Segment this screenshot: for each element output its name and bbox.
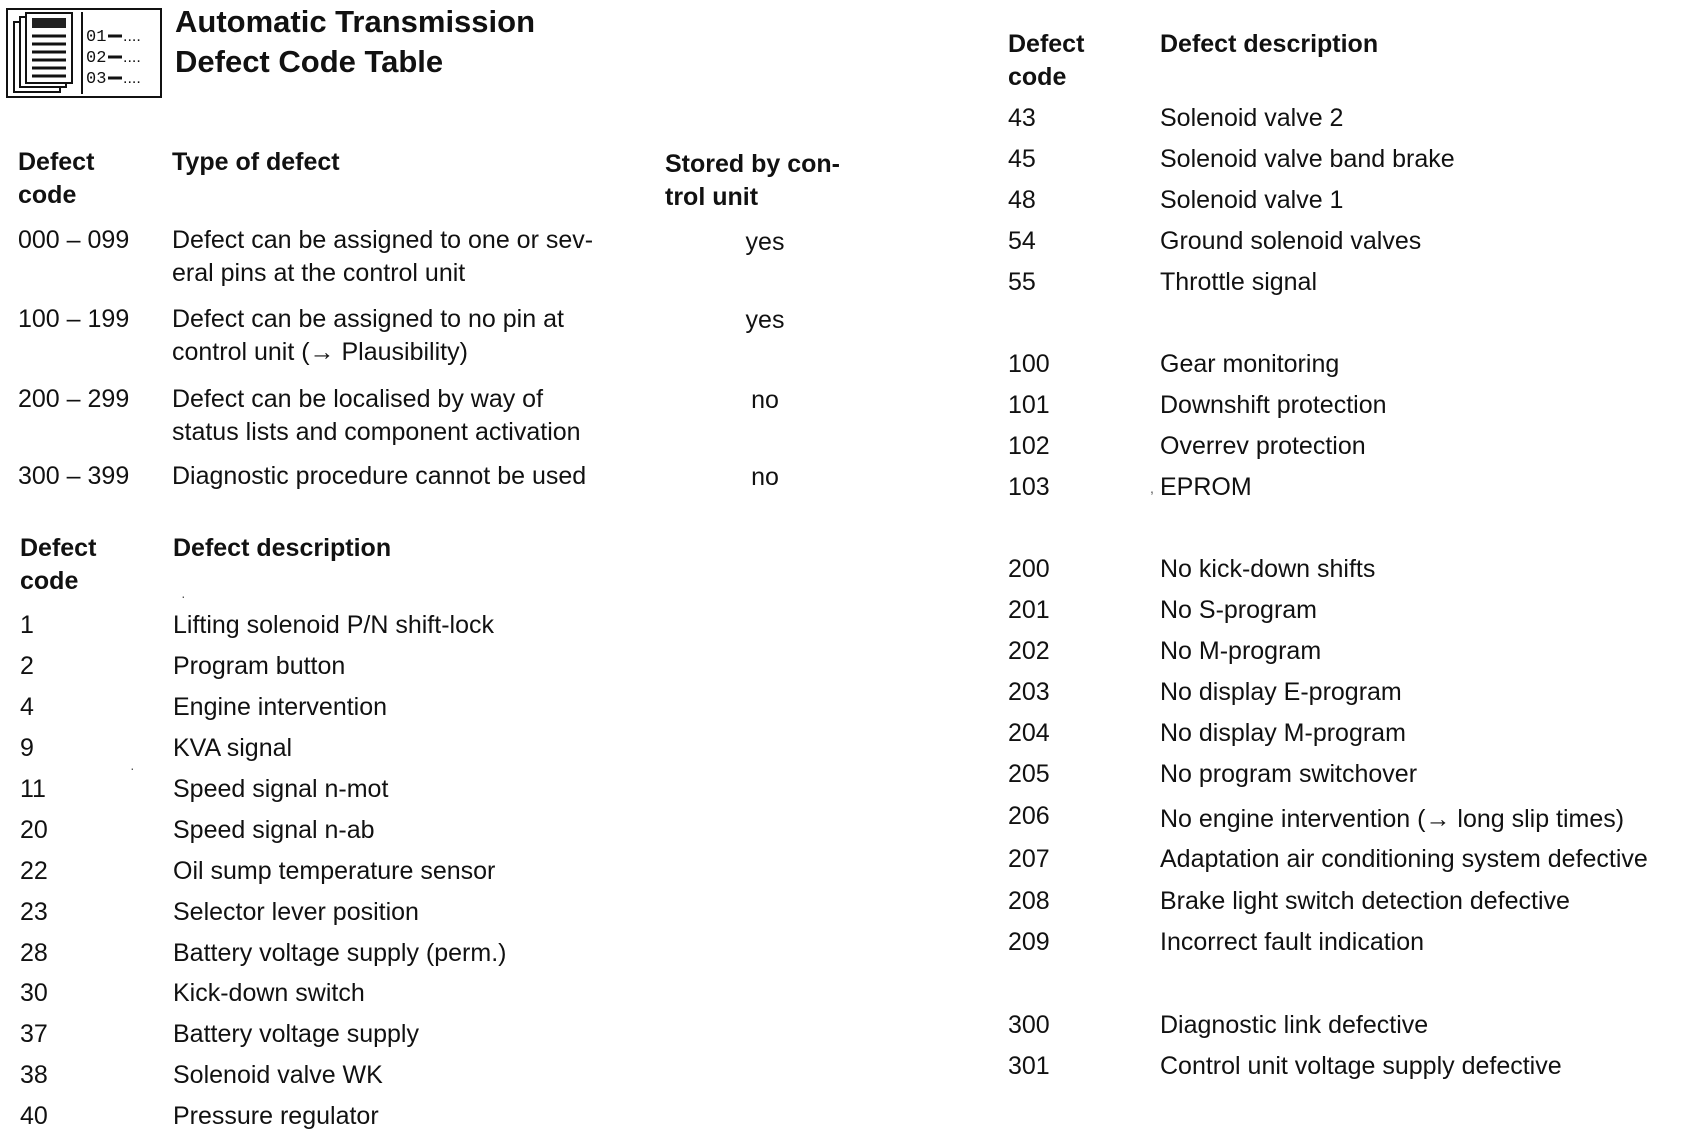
col-header-type: Type of defect bbox=[172, 148, 340, 176]
list-item-description: Control unit voltage supply defective bbox=[1160, 1052, 1562, 1080]
table-row-type: Defect can be assigned to no pin at control unit (→ Plausibility) bbox=[172, 305, 564, 366]
list-item-code: 101 bbox=[1008, 391, 1050, 419]
list-item-description: Ground solenoid valves bbox=[1160, 227, 1422, 255]
list-item-code: 45 bbox=[1008, 145, 1036, 173]
list-item-description: Incorrect fault indication bbox=[1160, 928, 1425, 956]
list-item-code: 4 bbox=[20, 693, 34, 721]
list-item-description: Oil sump temperature sensor bbox=[173, 857, 496, 885]
list-item-description: Downshift protection bbox=[1160, 391, 1387, 419]
table-row-type: Diagnostic procedure cannot be used bbox=[172, 462, 587, 490]
list-item-description: Diagnostic link defective bbox=[1160, 1011, 1429, 1039]
document-list-icon bbox=[6, 8, 162, 98]
col-header-description: Defect description bbox=[173, 534, 392, 562]
list-item-code: 205 bbox=[1008, 760, 1050, 788]
list-item-code: 23 bbox=[20, 898, 48, 926]
list-item-code: 102 bbox=[1008, 432, 1050, 460]
list-item-code: 38 bbox=[20, 1061, 48, 1089]
list-item-description: Selector lever position bbox=[173, 898, 419, 926]
table-row-code: 300 – 399 bbox=[18, 462, 130, 490]
list-item-code: 202 bbox=[1008, 637, 1050, 665]
list-item-description: Solenoid valve WK bbox=[173, 1061, 383, 1089]
list-item-code: 30 bbox=[20, 979, 48, 1007]
list-item-description: Battery voltage supply bbox=[173, 1020, 419, 1048]
table-row-stored: no bbox=[751, 386, 779, 414]
list-item-description: Kick-down switch bbox=[173, 979, 365, 1007]
col-header-code: Defect code bbox=[18, 148, 95, 209]
svg-text:....: .... bbox=[123, 49, 141, 66]
list-item-code: 201 bbox=[1008, 596, 1050, 624]
list-item-code: 207 bbox=[1008, 845, 1050, 873]
list-item-description: Engine intervention bbox=[173, 693, 388, 721]
svg-text:....: .... bbox=[123, 70, 141, 87]
list-item-code: 300 bbox=[1008, 1011, 1050, 1039]
list-item-description: Overrev protection bbox=[1160, 432, 1366, 460]
list-item-description: Speed signal n-mot bbox=[173, 775, 389, 803]
list-item-description: Speed signal n-ab bbox=[173, 816, 375, 844]
list-item-code: 20 bbox=[20, 816, 48, 844]
list-item-description: No engine intervention (→ long slip times) bbox=[1160, 805, 1625, 833]
col-header-description: Defect description bbox=[1160, 30, 1379, 58]
list-item-code: 301 bbox=[1008, 1052, 1050, 1080]
table-row-stored: yes bbox=[745, 228, 785, 256]
list-item-code: 100 bbox=[1008, 350, 1050, 378]
list-item-code: 55 bbox=[1008, 268, 1036, 296]
table-row-type: Defect can be assigned to one or sev- eral pins at the control unit bbox=[172, 226, 594, 287]
icon-code-2: 02 bbox=[86, 49, 107, 68]
icon-code-3: 03 bbox=[86, 70, 107, 89]
list-item-description: Brake light switch detection defective bbox=[1160, 887, 1570, 915]
list-item-description: No program switchover bbox=[1160, 760, 1418, 788]
list-item-code: 40 bbox=[20, 1102, 48, 1130]
list-item-description: Gear monitoring bbox=[1160, 350, 1340, 378]
list-item-code: 9 bbox=[20, 734, 34, 762]
col-header-stored: Stored by con- trol unit bbox=[665, 150, 841, 211]
list-item-code: 103 bbox=[1008, 473, 1050, 501]
col-header-code: Defect code bbox=[1008, 30, 1085, 91]
list-item-code: 209 bbox=[1008, 928, 1050, 956]
list-item-description: Solenoid valve 2 bbox=[1160, 104, 1344, 132]
table-row-stored: no bbox=[751, 463, 779, 491]
list-item-description: EPROM bbox=[1160, 473, 1252, 501]
icon-code-1: 01 bbox=[86, 28, 107, 47]
list-item-code: 2 bbox=[20, 652, 34, 680]
table-row-code: 200 – 299 bbox=[18, 385, 130, 413]
table-row-type: Defect can be localised by way of status lists and component activation bbox=[172, 385, 581, 446]
list-item-description: Solenoid valve band brake bbox=[1160, 145, 1455, 173]
page-title-line1: Automatic Transmission bbox=[175, 4, 536, 39]
list-item-code: 208 bbox=[1008, 887, 1050, 915]
list-item-description: No S-program bbox=[1160, 596, 1317, 624]
list-item-code: 54 bbox=[1008, 227, 1036, 255]
list-item-code: 11 bbox=[20, 775, 46, 803]
col-header-code: Defect code bbox=[20, 534, 97, 595]
list-item-code: 28 bbox=[20, 939, 48, 967]
list-item-description: No display E-program bbox=[1160, 678, 1402, 706]
list-item-code: 204 bbox=[1008, 719, 1050, 747]
list-item-code: 1 bbox=[20, 611, 34, 639]
list-item-description: Pressure regulator bbox=[173, 1102, 379, 1130]
list-item-description: Adaptation air conditioning system defective bbox=[1160, 845, 1648, 873]
list-item-description: Battery voltage supply (perm.) bbox=[173, 939, 507, 967]
list-item-code: 37 bbox=[20, 1020, 48, 1048]
page-title-line2: Defect Code Table bbox=[175, 44, 444, 79]
list-item-code: 22 bbox=[20, 857, 48, 885]
list-item-code: 203 bbox=[1008, 678, 1050, 706]
list-item-code: 206 bbox=[1008, 802, 1050, 830]
list-item-description: KVA signal bbox=[173, 734, 293, 762]
table-row-code: 100 – 199 bbox=[18, 305, 130, 333]
list-item-description: Throttle signal bbox=[1160, 268, 1318, 296]
list-item-description: Solenoid valve 1 bbox=[1160, 186, 1344, 214]
list-item-code: 200 bbox=[1008, 555, 1050, 583]
list-item-description: Program button bbox=[173, 652, 346, 680]
table-row-stored: yes bbox=[745, 306, 785, 334]
list-item-code: 48 bbox=[1008, 186, 1036, 214]
list-item-description: Lifting solenoid P/N shift-lock bbox=[173, 611, 494, 639]
svg-text:....: .... bbox=[123, 28, 141, 45]
list-item-description: No M-program bbox=[1160, 637, 1322, 665]
list-item-description: No display M-program bbox=[1160, 719, 1406, 747]
list-item-code: 43 bbox=[1008, 104, 1036, 132]
table-row-code: 000 – 099 bbox=[18, 226, 130, 254]
list-item-description: No kick-down shifts bbox=[1160, 555, 1376, 583]
